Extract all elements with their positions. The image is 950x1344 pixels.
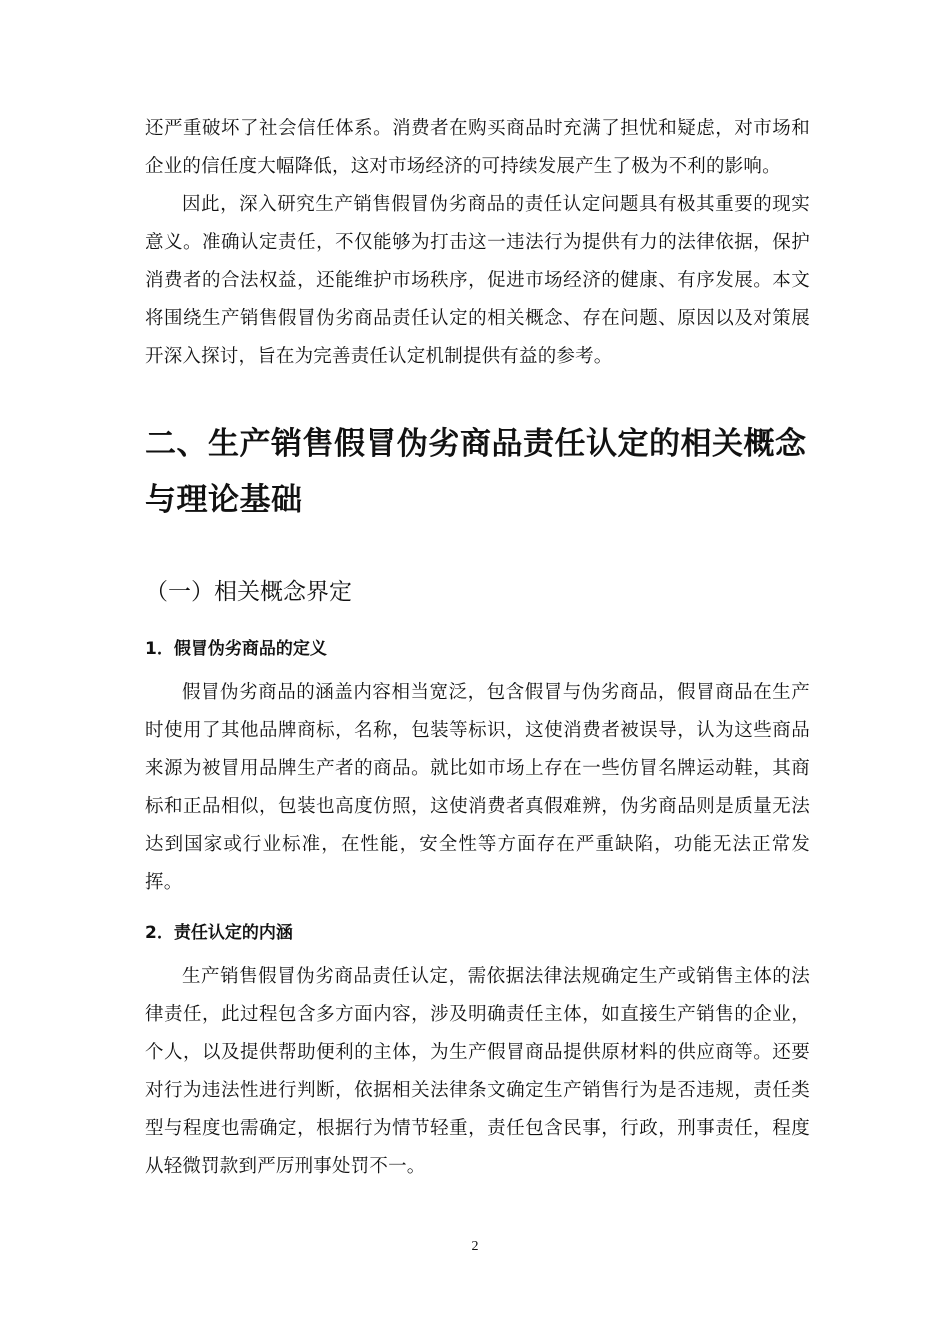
- paragraph-significance: 因此，深入研究生产销售假冒伪劣商品的责任认定问题具有极其重要的现实意义。准确认定责任，不仅能够为打击这一违法行为提供有力的法律依据，保护消费者的合法权益，还能维护市场秩序，促进市场经济的健康、有序发展。本文将围绕生产销售假冒伪劣商品责任认定的相关概念、存在问题、原因以及对策展开深入探讨，旨在为完善责任认定机制提供有益的参考。: [145, 194, 810, 367]
- subsection-title: （一）相关概念界定: [145, 579, 352, 605]
- item-1-paragraph: 假冒伪劣商品的涵盖内容相当宽泛，包含假冒与伪劣商品，假冒商品在生产时使用了其他品牌商标，名称，包装等标识，这使消费者被误导，认为这些商品来源为被冒用品牌生产者的商品。就比如市场上存在一些仿冒名牌运动鞋，其商标和正品相似，包装也高度仿照，这使消费者真假难辨，伪劣商品则是质量无法达到国家或行业标准，在性能，安全性等方面存在严重缺陷，功能无法正常发挥。: [145, 682, 810, 893]
- item-1-title: 1．假冒伪劣商品的定义: [145, 639, 327, 659]
- page-number: 2: [471, 1239, 479, 1254]
- page-content: [145, 110, 810, 1186]
- section-title: 二、生产销售假冒伪劣商品责任认定的相关概念与理论基础: [145, 426, 807, 518]
- item-2-paragraph: 生产销售假冒伪劣商品责任认定，需依据法律法规确定生产或销售主体的法律责任，此过程包含多方面内容，涉及明确责任主体，如直接生产销售的企业，个人，以及提供帮助便利的主体，为生产假冒商品提供原材料的供应商等。还要对行为违法性进行判断，依据相关法律条文确定生产销售行为是否违规，责任类型与程度也需确定，根据行为情节轻重，责任包含民事，行政，刑事责任，程度从轻微罚款到严厉刑事处罚不一。: [145, 966, 810, 1177]
- paragraph-continuation: 还严重破坏了社会信任体系。消费者在购买商品时充满了担忧和疑虑，对市场和企业的信任度大幅降低，这对市场经济的可持续发展产生了极为不利的影响。: [145, 118, 810, 177]
- item-2-title: 2．责任认定的内涵: [145, 923, 293, 943]
